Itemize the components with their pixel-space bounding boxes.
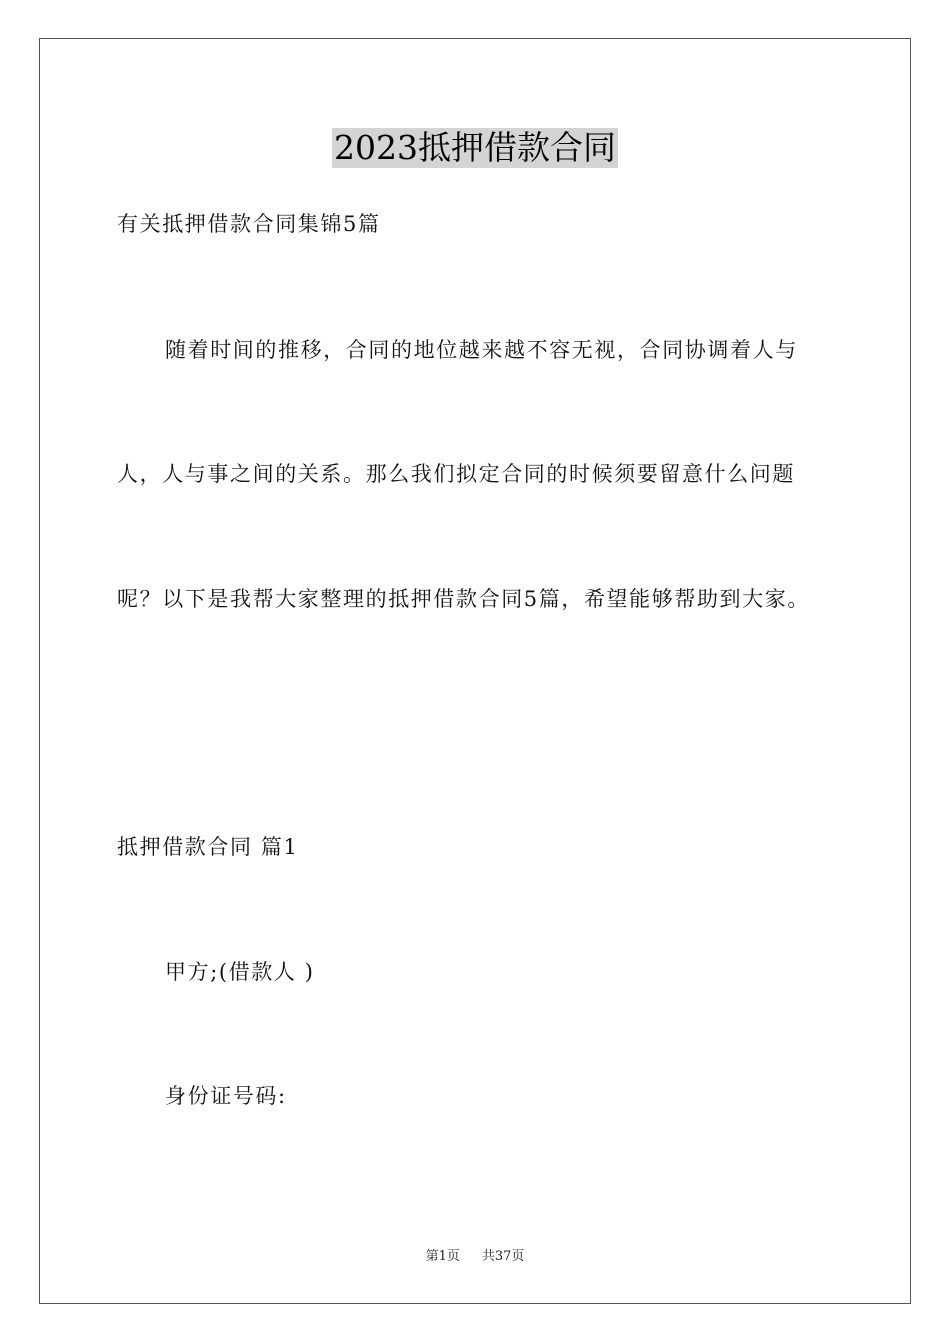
page-footer bbox=[0, 1248, 950, 1266]
page-number-current: 第1页 bbox=[425, 1249, 460, 1264]
party-a-line: 甲方;(借款人 ) bbox=[165, 960, 315, 984]
intro-line-1: 随着时间的推移，合同的地位越来越不容无视，合同协调着人与 bbox=[165, 338, 798, 362]
intro-line-2: 人，人与事之间的关系。那么我们拟定合同的时候须要留意什么问题 bbox=[117, 462, 795, 486]
intro-line-3: 呢？以下是我帮大家整理的抵押借款合同5篇，希望能够帮助到大家。 bbox=[117, 587, 810, 611]
section-heading: 抵押借款合同 篇1 bbox=[117, 835, 299, 859]
document-title: 2023抵押借款合同 bbox=[334, 128, 616, 167]
page-number-total: 共37页 bbox=[481, 1249, 525, 1264]
id-number-line: 身份证号码: bbox=[165, 1084, 287, 1108]
title-container bbox=[0, 128, 950, 168]
document-subtitle: 有关抵押借款合同集锦5篇 bbox=[117, 212, 381, 236]
